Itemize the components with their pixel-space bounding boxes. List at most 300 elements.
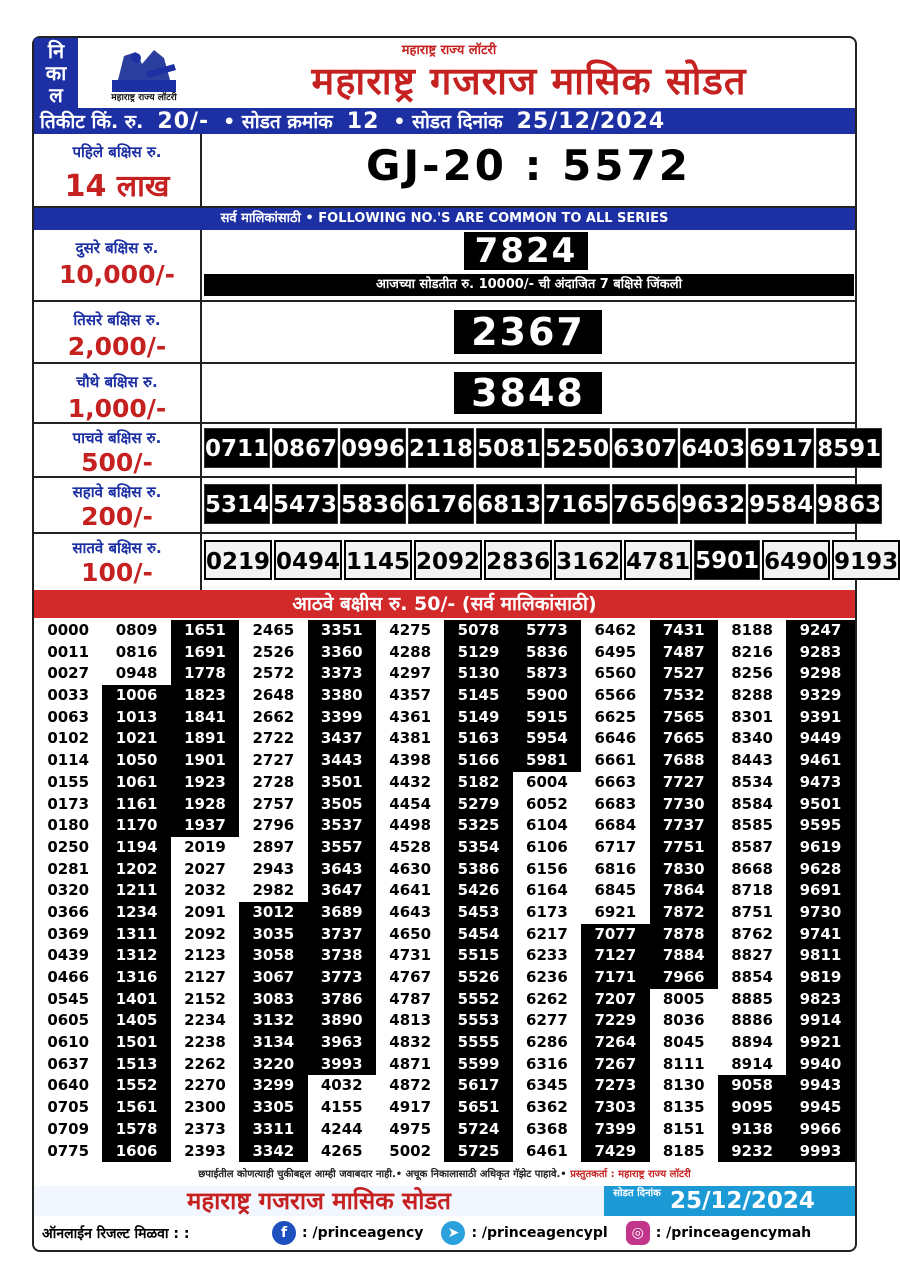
eighth-prize-number: 5553 (444, 1010, 512, 1032)
eighth-prize-column (444, 620, 512, 1164)
eighth-prize-number: 0439 (34, 945, 102, 967)
eighth-prize-number: 7229 (581, 1010, 649, 1032)
eighth-prize-column (34, 620, 102, 1164)
eighth-prize-number: 8751 (718, 902, 786, 924)
eighth-prize-number: 2897 (239, 837, 307, 859)
eighth-prize-number: 1202 (102, 859, 170, 881)
eighth-prize-number: 2270 (171, 1075, 239, 1097)
eighth-prize-number: 6495 (581, 642, 649, 664)
eighth-prize-number: 2373 (171, 1119, 239, 1141)
eighth-prize-number: 9058 (718, 1075, 786, 1097)
eighth-prize-number: 3443 (308, 750, 376, 772)
footer-banner (34, 1186, 855, 1216)
logo-caption: महाराष्ट्र राज्य लॉटरी (111, 93, 177, 103)
eighth-prize-number: 4297 (376, 663, 444, 685)
eighth-prize-column (102, 620, 170, 1164)
eighth-prize-number: 6316 (513, 1054, 581, 1076)
eighth-prize-number: 2722 (239, 728, 307, 750)
eighth-prize-number: 4643 (376, 902, 444, 924)
fifth-prize-title: पाचवे बक्षिस रु. (72, 429, 162, 447)
eighth-prize-column (650, 620, 718, 1164)
eighth-prize-number: 6277 (513, 1010, 581, 1032)
eighth-prize-number: 8914 (718, 1054, 786, 1076)
fifth-prize-numbers (204, 428, 882, 468)
sixth-prize-number: 9584 (748, 484, 814, 524)
eighth-prize-number: 5651 (444, 1097, 512, 1119)
eighth-prize-number: 4872 (376, 1075, 444, 1097)
eighth-prize-number: 2526 (239, 642, 307, 664)
eighth-prize-number: 8894 (718, 1032, 786, 1054)
sixth-prize-number: 7656 (612, 484, 678, 524)
fourth-prize-amount: 1,000/- (67, 394, 167, 423)
eighth-prize-number: 3689 (308, 902, 376, 924)
second-prize-note: आजच्या सोडतीत रु. 10000/- ची अंदाजित 7 बक्षिसे जिंकली (204, 274, 854, 296)
social-bar (34, 1218, 855, 1248)
eighth-prize-number: 4357 (376, 685, 444, 707)
eighth-prize-number: 2262 (171, 1054, 239, 1076)
eighth-prize-number: 0605 (34, 1010, 102, 1032)
eighth-prize-number: 9461 (786, 750, 854, 772)
eighth-prize-number: 0180 (34, 815, 102, 837)
disclaimer-text: छपाईतील कोणत्याही चुकीबद्दल आम्ही जवाबदार नाही.• अचूक निकालासाठी अधिकृत गॅझेट पाहावे.• (198, 1169, 567, 1180)
eighth-prize-number: 3132 (239, 1010, 307, 1032)
footer-date: 25/12/2024 (670, 1188, 815, 1214)
first-prize-row (34, 134, 855, 208)
eighth-prize-number: 1606 (102, 1141, 170, 1163)
eighth-prize-number: 8135 (650, 1097, 718, 1119)
eighth-prize-number: 9730 (786, 902, 854, 924)
eighth-prize-number: 2238 (171, 1032, 239, 1054)
fifth-prize-number: 0867 (272, 428, 338, 468)
eighth-prize-number: 3373 (308, 663, 376, 685)
seventh-prize-number: 0494 (274, 540, 342, 580)
eighth-prize-number: 3311 (239, 1119, 307, 1141)
eighth-prize-number: 8585 (718, 815, 786, 837)
fifth-prize-number: 0711 (204, 428, 270, 468)
nikal-char-1: नि (47, 39, 65, 63)
eighth-prize-number: 1312 (102, 945, 170, 967)
eighth-prize-number: 2728 (239, 772, 307, 794)
eighth-prize-number: 5873 (513, 663, 581, 685)
eighth-prize-number: 1161 (102, 794, 170, 816)
eighth-prize-number: 1405 (102, 1010, 170, 1032)
eighth-prize-number: 0948 (102, 663, 170, 685)
seventh-prize-number: 2092 (414, 540, 482, 580)
eighth-prize-number: 1778 (171, 663, 239, 685)
eighth-prize-number: 3305 (239, 1097, 307, 1119)
eighth-prize-number: 5555 (444, 1032, 512, 1054)
eighth-prize-number: 5279 (444, 794, 512, 816)
eighth-prize-number: 1923 (171, 772, 239, 794)
eighth-prize-column (786, 620, 854, 1164)
eighth-prize-number: 9940 (786, 1054, 854, 1076)
eighth-prize-number: 1841 (171, 707, 239, 729)
eighth-prize-number: 0809 (102, 620, 170, 642)
eighth-prize-number: 3890 (308, 1010, 376, 1032)
eighth-prize-number: 9811 (786, 945, 854, 967)
eighth-prize-number: 8885 (718, 989, 786, 1011)
eighth-prize-number: 9921 (786, 1032, 854, 1054)
eighth-prize-number: 8340 (718, 728, 786, 750)
seventh-prize-row (34, 534, 899, 590)
ticket-price-label: तिकीट किं. रु. (40, 111, 144, 133)
eighth-prize-number: 9741 (786, 924, 854, 946)
sixth-prize-row (34, 478, 882, 534)
seventh-prize-number: 1145 (344, 540, 412, 580)
eighth-prize-number: 2123 (171, 945, 239, 967)
eighth-prize-number: 2757 (239, 794, 307, 816)
eighth-prize-number: 5002 (376, 1141, 444, 1163)
eighth-prize-number: 5599 (444, 1054, 512, 1076)
eighth-prize-number: 0705 (34, 1097, 102, 1119)
fifth-prize-number: 5250 (544, 428, 610, 468)
eighth-prize-number: 9232 (718, 1141, 786, 1163)
eighth-prize-number: 9914 (786, 1010, 854, 1032)
eighth-prize-number: 6236 (513, 967, 581, 989)
eighth-prize-number: 5163 (444, 728, 512, 750)
seventh-prize-numbers (204, 540, 899, 580)
fifth-prize-number: 6917 (748, 428, 814, 468)
instagram-handle: : /princeagencymah (655, 1225, 812, 1241)
eighth-prize-number: 7171 (581, 967, 649, 989)
header-subtitle: महाराष्ट्र राज्य लॉटरी (401, 43, 497, 58)
eighth-prize-number: 3012 (239, 902, 307, 924)
draw-number-label: • सोडत क्रमांक (223, 111, 333, 133)
eighth-prize-number: 7487 (650, 642, 718, 664)
eighth-prize-number: 6286 (513, 1032, 581, 1054)
eighth-prize-number: 2943 (239, 859, 307, 881)
eighth-prize-number: 2092 (171, 924, 239, 946)
eighth-prize-number: 8045 (650, 1032, 718, 1054)
eighth-prize-number: 3993 (308, 1054, 376, 1076)
third-prize-label (34, 302, 202, 362)
eighth-prize-number: 7267 (581, 1054, 649, 1076)
sixth-prize-number: 6813 (476, 484, 542, 524)
eighth-prize-number: 6106 (513, 837, 581, 859)
facebook-handle: : /princeagency (302, 1225, 424, 1241)
fourth-prize-row (34, 364, 855, 424)
eighth-prize-number: 6684 (581, 815, 649, 837)
eighth-prize-number: 3773 (308, 967, 376, 989)
eighth-prize-column (718, 620, 786, 1164)
facebook-link[interactable] (272, 1221, 423, 1245)
eighth-prize-number: 1061 (102, 772, 170, 794)
eighth-prize-number: 7429 (581, 1141, 649, 1163)
eighth-prize-number: 5078 (444, 620, 512, 642)
telegram-link[interactable] (441, 1221, 607, 1245)
eighth-prize-column (239, 620, 307, 1164)
eighth-prize-number: 3134 (239, 1032, 307, 1054)
eighth-prize-column (376, 620, 444, 1164)
eighth-prize-number: 7737 (650, 815, 718, 837)
eighth-prize-number: 7399 (581, 1119, 649, 1141)
eighth-prize-number: 8718 (718, 880, 786, 902)
eighth-prize-number: 6362 (513, 1097, 581, 1119)
third-prize-row (34, 302, 855, 364)
fifth-prize-row (34, 424, 882, 478)
eighth-prize-number: 7751 (650, 837, 718, 859)
eighth-prize-number: 2572 (239, 663, 307, 685)
eighth-prize-number: 4288 (376, 642, 444, 664)
first-prize-title: पहिले बक्षिस रु. (72, 143, 162, 161)
eighth-prize-number: 9298 (786, 663, 854, 685)
sixth-prize-number: 5473 (272, 484, 338, 524)
eighth-prize-column (308, 620, 376, 1164)
eighth-prize-number: 4381 (376, 728, 444, 750)
eighth-prize-number: 9823 (786, 989, 854, 1011)
eighth-prize-number: 3505 (308, 794, 376, 816)
eighth-prize-number: 8256 (718, 663, 786, 685)
eighth-prize-number: 1234 (102, 902, 170, 924)
eighth-prize-number: 3067 (239, 967, 307, 989)
eighth-prize-number: 7688 (650, 750, 718, 772)
eighth-prize-number: 1691 (171, 642, 239, 664)
eighth-prize-number: 7864 (650, 880, 718, 902)
eighth-prize-number: 8151 (650, 1119, 718, 1141)
eighth-prize-number: 7966 (650, 967, 718, 989)
eighth-prize-number: 7431 (650, 620, 718, 642)
fourth-prize-title: चौथे बक्षिस रु. (76, 373, 158, 391)
eighth-prize-number: 2662 (239, 707, 307, 729)
eighth-prize-number: 3643 (308, 859, 376, 881)
eighth-prize-number: 9691 (786, 880, 854, 902)
eighth-prize-number: 6462 (581, 620, 649, 642)
eighth-prize-number: 3351 (308, 620, 376, 642)
eighth-prize-number: 0366 (34, 902, 102, 924)
eighth-prize-number: 8762 (718, 924, 786, 946)
instagram-icon: ◎ (626, 1221, 650, 1245)
fifth-prize-amount: 500/- (81, 448, 153, 477)
eighth-prize-number: 6156 (513, 859, 581, 881)
eighth-prize-number: 7878 (650, 924, 718, 946)
eighth-prize-number: 3299 (239, 1075, 307, 1097)
eighth-prize-number: 8854 (718, 967, 786, 989)
eighth-prize-number: 0155 (34, 772, 102, 794)
nikal-char-2: का (45, 61, 67, 85)
eighth-prize-number: 8584 (718, 794, 786, 816)
eighth-prize-number: 7727 (650, 772, 718, 794)
sixth-prize-number: 5314 (204, 484, 270, 524)
eighth-prize-number: 4731 (376, 945, 444, 967)
eighth-prize-number: 1513 (102, 1054, 170, 1076)
eighth-prize-number: 1561 (102, 1097, 170, 1119)
eighth-prize-number: 2152 (171, 989, 239, 1011)
eighth-prize-number: 3786 (308, 989, 376, 1011)
eighth-prize-number: 1552 (102, 1075, 170, 1097)
eighth-prize-number: 7730 (650, 794, 718, 816)
eighth-prize-number: 6233 (513, 945, 581, 967)
seventh-prize-title: सातवे बक्षिस रु. (72, 539, 162, 557)
nikal-char-3: ल (49, 83, 63, 107)
sixth-prize-title: सहावे बक्षिस रु. (72, 483, 162, 501)
eighth-prize-number: 6104 (513, 815, 581, 837)
eighth-prize-number: 9595 (786, 815, 854, 837)
eighth-prize-number: 2234 (171, 1010, 239, 1032)
eighth-prize-number: 3557 (308, 837, 376, 859)
eighth-prize-number: 3647 (308, 880, 376, 902)
eighth-prize-number: 9619 (786, 837, 854, 859)
eighth-prize-number: 1311 (102, 924, 170, 946)
eighth-prize-number: 4265 (308, 1141, 376, 1163)
presenter-text: प्रस्तुतकर्ता : महाराष्ट्र राज्य लॉटरी (570, 1169, 691, 1180)
eighth-prize-number: 6816 (581, 859, 649, 881)
eighth-prize-number: 6345 (513, 1075, 581, 1097)
eighth-prize-number: 8005 (650, 989, 718, 1011)
draw-info-bar (34, 108, 855, 134)
eighth-prize-number: 4398 (376, 750, 444, 772)
eighth-prize-number: 8288 (718, 685, 786, 707)
eighth-prize-number: 6461 (513, 1141, 581, 1163)
eighth-prize-number: 8188 (718, 620, 786, 642)
eighth-prize-number: 9449 (786, 728, 854, 750)
page-title: महाराष्ट्र गजराज मासिक सोडत (311, 59, 747, 103)
eighth-prize-number: 0637 (34, 1054, 102, 1076)
eighth-prize-number: 0033 (34, 685, 102, 707)
eighth-prize-number: 2465 (239, 620, 307, 642)
eighth-prize-number: 1823 (171, 685, 239, 707)
eighth-prize-number: 4650 (376, 924, 444, 946)
eighth-prize-number: 0775 (34, 1141, 102, 1163)
eighth-prize-number: 6566 (581, 685, 649, 707)
eighth-prize-number: 5526 (444, 967, 512, 989)
eighth-prize-number: 6368 (513, 1119, 581, 1141)
eighth-prize-number: 3737 (308, 924, 376, 946)
eighth-prize-number: 9283 (786, 642, 854, 664)
eighth-prize-number: 7665 (650, 728, 718, 750)
eighth-prize-number: 3035 (239, 924, 307, 946)
eighth-prize-number: 8216 (718, 642, 786, 664)
eighth-prize-number: 4361 (376, 707, 444, 729)
third-prize-number: 2367 (454, 310, 602, 354)
eighth-prize-number: 5386 (444, 859, 512, 881)
eighth-prize-number: 6646 (581, 728, 649, 750)
eighth-prize-number: 6173 (513, 902, 581, 924)
draw-date: 25/12/2024 (516, 108, 666, 134)
eighth-prize-number: 0000 (34, 620, 102, 642)
seventh-prize-number: 6490 (762, 540, 830, 580)
eighth-prize-number: 5166 (444, 750, 512, 772)
nikal-badge (34, 38, 78, 108)
eighth-prize-number: 3360 (308, 642, 376, 664)
eighth-prize-number: 7273 (581, 1075, 649, 1097)
telegram-icon: ➤ (441, 1221, 465, 1245)
eighth-prize-number: 3058 (239, 945, 307, 967)
sixth-prize-number: 5836 (340, 484, 406, 524)
eighth-prize-number: 0173 (34, 794, 102, 816)
first-prize-label (34, 134, 202, 206)
eighth-prize-number: 8111 (650, 1054, 718, 1076)
eighth-prize-number: 7565 (650, 707, 718, 729)
sixth-prize-amount: 200/- (81, 502, 153, 531)
third-prize-amount: 2,000/- (67, 332, 167, 361)
eighth-prize-number: 9501 (786, 794, 854, 816)
sixth-prize-number: 9632 (680, 484, 746, 524)
eighth-prize-number: 8534 (718, 772, 786, 794)
seventh-prize-number: 3162 (554, 540, 622, 580)
eighth-prize-number: 4871 (376, 1054, 444, 1076)
header (34, 38, 855, 108)
eighth-prize-number: 8886 (718, 1010, 786, 1032)
eighth-prize-number: 5454 (444, 924, 512, 946)
eighth-prize-number: 5724 (444, 1119, 512, 1141)
eighth-prize-number: 1013 (102, 707, 170, 729)
second-prize-title: दुसरे बक्षिस रु. (75, 239, 159, 257)
eighth-prize-column (581, 620, 649, 1164)
eighth-prize-number: 1928 (171, 794, 239, 816)
eighth-prize-number: 8827 (718, 945, 786, 967)
eighth-prize-number: 9993 (786, 1141, 854, 1163)
footer-title: महाराष्ट्र गजराज मासिक सोडत (187, 1187, 451, 1215)
instagram-link[interactable] (626, 1221, 811, 1245)
eighth-prize-number: 4155 (308, 1097, 376, 1119)
sixth-prize-number: 7165 (544, 484, 610, 524)
eighth-prize-number: 3380 (308, 685, 376, 707)
eighth-prize-number: 6262 (513, 989, 581, 1011)
seventh-prize-number: 5901 (694, 540, 760, 580)
eighth-prize-number: 3083 (239, 989, 307, 1011)
eighth-prize-number: 5149 (444, 707, 512, 729)
eighth-prize-number: 6845 (581, 880, 649, 902)
eighth-prize-number: 6921 (581, 902, 649, 924)
eighth-prize-number: 0114 (34, 750, 102, 772)
eighth-prize-number: 9247 (786, 620, 854, 642)
eighth-prize-number: 0011 (34, 642, 102, 664)
eighth-prize-number: 8443 (718, 750, 786, 772)
first-prize-amount: 14 लाख (64, 169, 170, 204)
eighth-prize-number: 9473 (786, 772, 854, 794)
draw-date-label: • सोडत दिनांक (393, 111, 503, 133)
eighth-prize-number: 6717 (581, 837, 649, 859)
eighth-prize-number: 7207 (581, 989, 649, 1011)
eighth-prize-number: 9138 (718, 1119, 786, 1141)
eighth-prize-number: 4832 (376, 1032, 444, 1054)
fifth-prize-number: 2118 (408, 428, 474, 468)
eighth-prize-number: 4032 (308, 1075, 376, 1097)
eighth-prize-number: 4498 (376, 815, 444, 837)
eighth-prize-number: 5617 (444, 1075, 512, 1097)
eighth-prize-number: 5515 (444, 945, 512, 967)
eighth-prize-number: 5182 (444, 772, 512, 794)
sixth-prize-label (34, 478, 202, 532)
common-series-bar: सर्व मालिकांसाठी • FOLLOWING NO.'S ARE COMMON TO ALL SERIES (34, 208, 855, 230)
eighth-prize-number: 9628 (786, 859, 854, 881)
eighth-prize-number: 6004 (513, 772, 581, 794)
eighth-prize-number: 7532 (650, 685, 718, 707)
eighth-prize-number: 1006 (102, 685, 170, 707)
eighth-prize-number: 1501 (102, 1032, 170, 1054)
eighth-prize-number: 9819 (786, 967, 854, 989)
eighth-prize-number: 2127 (171, 967, 239, 989)
eighth-prize-number: 7264 (581, 1032, 649, 1054)
eighth-prize-number: 2727 (239, 750, 307, 772)
sixth-prize-numbers (204, 484, 882, 524)
eighth-prize-number: 4630 (376, 859, 444, 881)
eighth-prize-number: 0466 (34, 967, 102, 989)
fifth-prize-number: 6403 (680, 428, 746, 468)
facebook-icon: f (272, 1221, 296, 1245)
eighth-prize-number: 5145 (444, 685, 512, 707)
eighth-prize-number: 9391 (786, 707, 854, 729)
eighth-prize-number: 1937 (171, 815, 239, 837)
eighth-prize-number: 1316 (102, 967, 170, 989)
eighth-prize-number: 9329 (786, 685, 854, 707)
draw-number: 12 (346, 108, 380, 134)
second-prize-row (34, 230, 855, 302)
second-prize-label (34, 230, 202, 300)
eighth-prize-number: 6052 (513, 794, 581, 816)
eighth-prize-number: 1211 (102, 880, 170, 902)
second-prize-amount: 10,000/- (59, 260, 175, 289)
